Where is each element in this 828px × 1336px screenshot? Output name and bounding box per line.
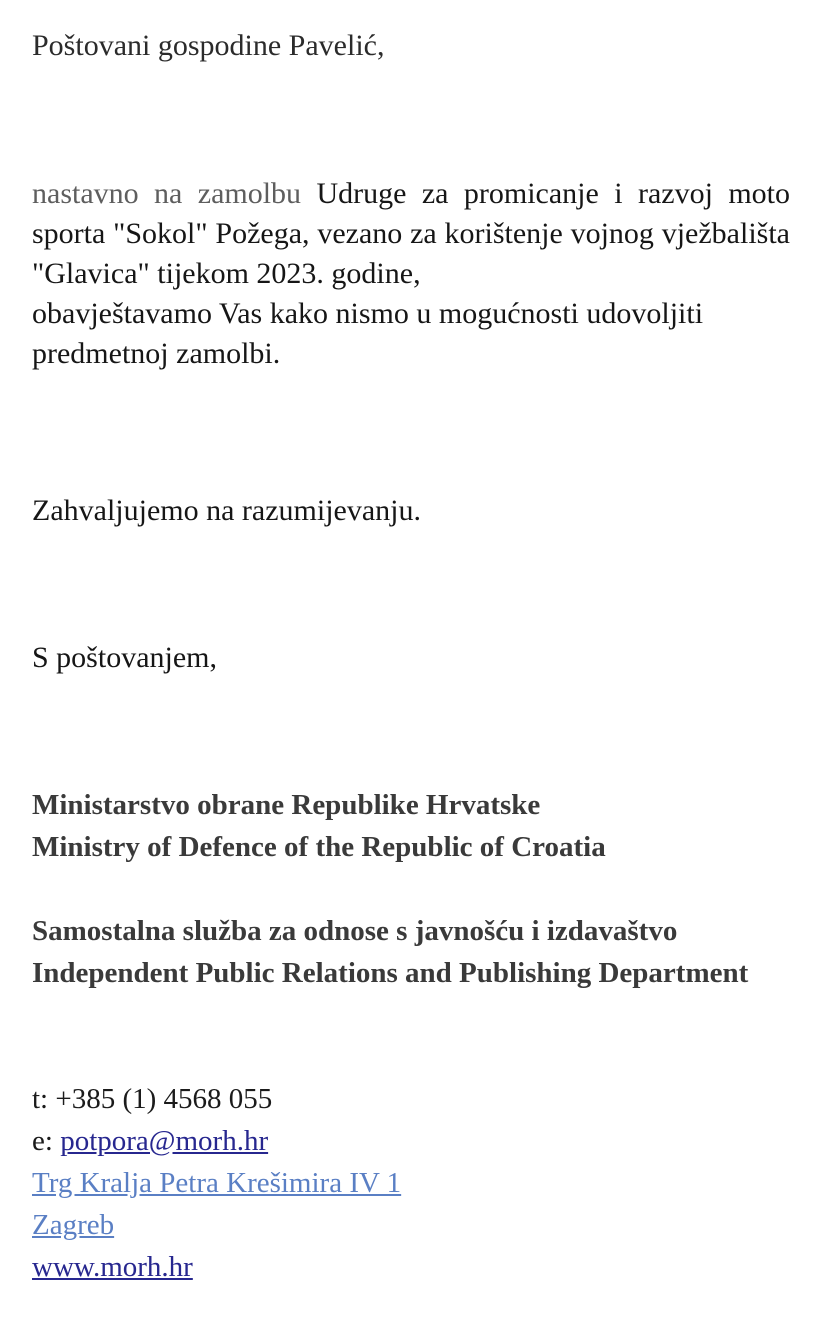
signature-organization bbox=[32, 784, 606, 868]
email-link[interactable]: potpora@morh.hr bbox=[60, 1125, 269, 1157]
phone-label: t: bbox=[32, 1083, 56, 1115]
address-street-link[interactable]: Trg Kralja Petra Krešimira IV 1 bbox=[32, 1167, 402, 1199]
address-city-link[interactable]: Zagreb bbox=[32, 1209, 115, 1241]
paragraph-main-text: Udruge za promicanje i razvoj moto sporta "Sokol" Požega, vezano za korištenje vojnog vježbališta "Glavica" tijekom 2023. godine, bbox=[32, 177, 790, 290]
contact-phone-line bbox=[32, 1078, 401, 1120]
thanks-line: Zahvaljujemo na razumijevanju. bbox=[32, 494, 422, 527]
contact-email-line bbox=[32, 1120, 401, 1162]
body-paragraph-1 bbox=[32, 174, 790, 294]
signature-department bbox=[32, 910, 792, 994]
body-paragraph-1-tail: obavještavamo Vas kako nismo u mogućnosti udovoljiti predmetnoj zamolbi. bbox=[32, 297, 704, 370]
paragraph-lead-text: nastavno na zamolbu bbox=[32, 177, 317, 210]
signature-organization-en: Ministry of Defence of the Republic of Croatia bbox=[32, 831, 606, 863]
closing-line: S poštovanjem, bbox=[32, 641, 217, 674]
website-link[interactable]: www.morh.hr bbox=[32, 1251, 193, 1283]
contact-block bbox=[32, 1078, 401, 1288]
signature-department-hr: Samostalna služba za odnose s javnošću i izdavaštvo bbox=[32, 915, 678, 947]
signature-organization-hr: Ministarstvo obrane Republike Hrvatske bbox=[32, 789, 541, 821]
email-label: e: bbox=[32, 1125, 61, 1157]
phone-number: +385 (1) 4568 055 bbox=[55, 1083, 273, 1115]
greeting-line: Poštovani gospodine Pavelić, bbox=[32, 29, 385, 62]
signature-department-en: Independent Public Relations and Publishing Department bbox=[32, 957, 749, 989]
